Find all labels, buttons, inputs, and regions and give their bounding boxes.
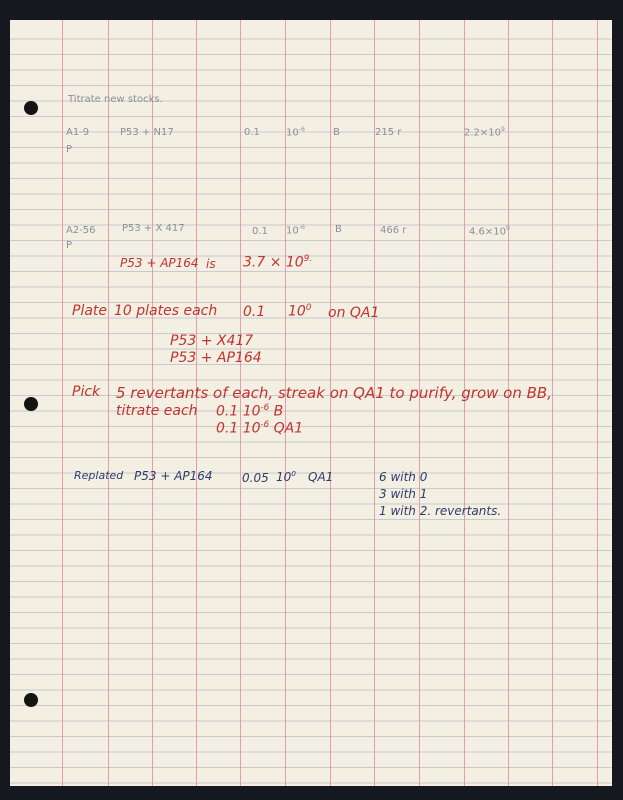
plate-label: Plate [72,303,108,319]
plate-desc: 10 plates each [114,303,218,319]
result-line-3: 1 with 2. revertants. [379,504,502,518]
column-rule [330,20,331,786]
punch-hole [24,397,38,411]
notebook-page [10,20,612,786]
titrate-each: titrate each [116,403,198,419]
plate-dilution: $10^0$ [288,303,312,320]
column-rule [597,20,598,786]
row-mark: P [66,240,73,251]
column-rule [108,20,109,786]
pick-text: 5 revertants of each, streak on QA1 to purify, grow on BB, [116,384,552,402]
row-volume: 0.1 [252,226,268,237]
row-count: 215 r [375,127,402,138]
replated-medium: QA1 [308,470,334,484]
plate-volume: 0.1 [243,304,266,320]
row-dilution: $10^{-6}$ [286,224,305,237]
row-medium: B [335,224,342,235]
column-rule [419,20,420,786]
row-cross: P53 + N17 [120,127,174,138]
result-line-2: 3 with 1 [379,487,428,501]
margin-rule [62,20,63,786]
row-id: A1-9 [66,127,90,138]
row-medium: B [333,127,340,138]
column-rule [552,20,553,786]
plate-medium: on QA1 [328,305,380,321]
row-titre: $2.2\times 10^9$ [464,126,505,139]
punch-hole [24,101,38,115]
row-titre: $4.6\times 10^9$ [469,225,510,238]
cross-label: P53 + AP164 [120,256,199,270]
plate-cross-1: P53 + X417 [170,333,254,349]
titrate-row-2: 0.1 $10^{-6}$ QA1 [216,420,304,437]
replated-dilution: $10^0$ [276,469,297,484]
is-word: is [206,257,216,271]
row-cross: P53 + X 417 [122,223,185,234]
row-id: A2-56 [66,225,96,236]
row-dilution: $10^{-6}$ [286,126,305,139]
row-volume: 0.1 [244,127,260,138]
titre-value: $3.7 \times 10^{9.}$ [243,254,312,271]
column-rule [508,20,509,786]
heading-text: Titrate new stocks. [68,94,163,105]
titrate-row-1: 0.1 $10^{-6}$ B [216,403,284,420]
replated-label: Replated [74,469,124,482]
result-line-1: 6 with 0 [379,470,428,484]
pick-label: Pick [72,384,101,400]
replated-volume: 0.05 [242,471,269,485]
punch-hole [24,693,38,707]
row-mark: P [66,144,73,155]
plate-cross-2: P53 + AP164 [170,350,262,366]
replated-cross: P53 + AP164 [134,469,213,483]
row-count: 466 r [380,225,407,236]
